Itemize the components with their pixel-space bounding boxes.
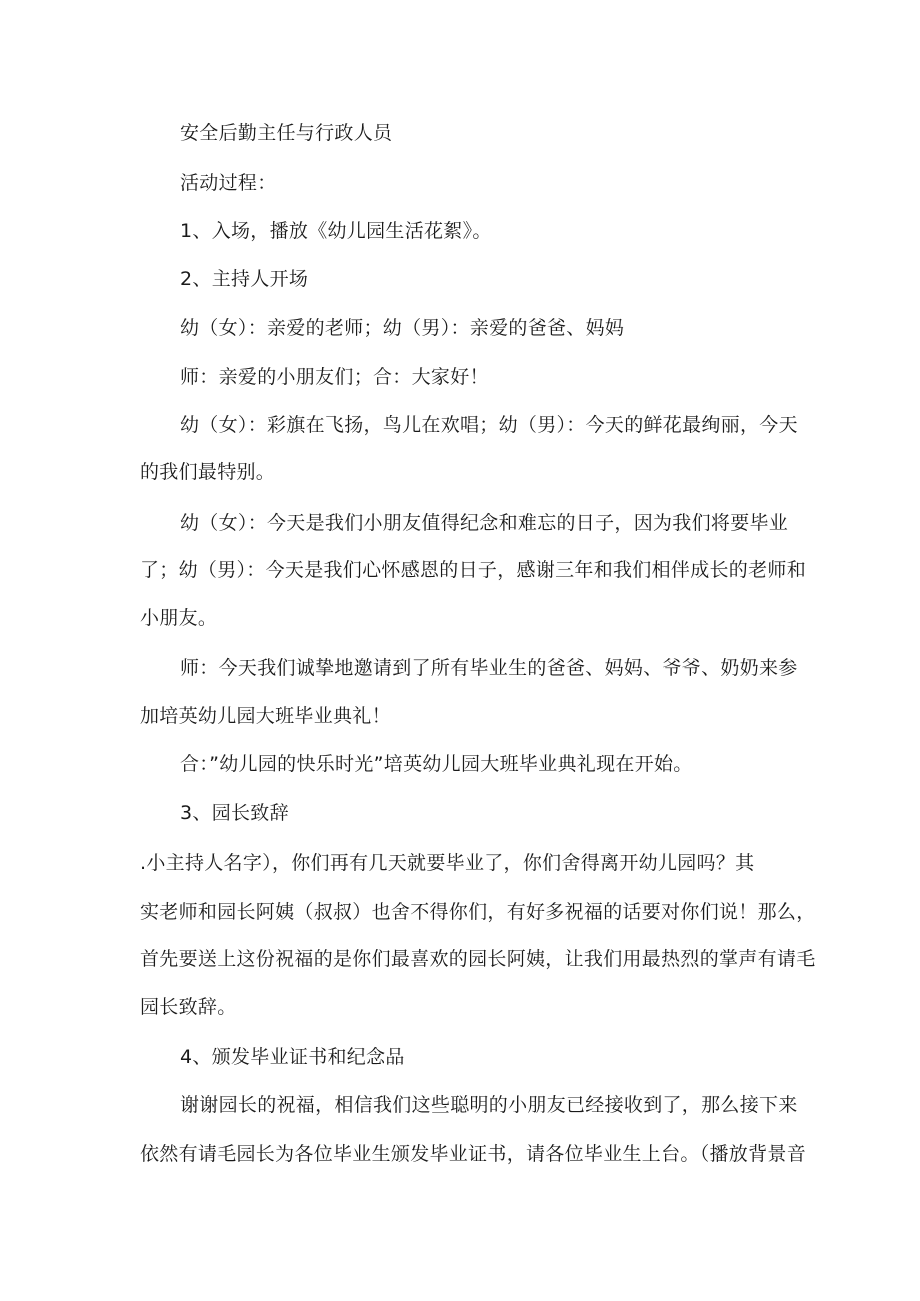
paragraph-speech-line-3: 首先要送上这份祝福的是你们最喜欢的园长阿姨，让我们用最热烈的掌声有请毛 [140,948,816,970]
paragraph-step-2: 2、主持人开场 [180,268,309,290]
paragraph-step-1: 1、入场，播放《幼儿园生活花絮》。 [180,220,492,242]
paragraph-dialogue-4-line-2: 了；幼（男）：今天是我们心怀感恩的日子，感谢三年和我们相伴成长的老师和 [140,559,807,581]
paragraph-certificate-line-2: 依然有请毛园长为各位毕业生颁发毕业证书，请各位毕业生上台。（播放背景音 [140,1143,807,1165]
paragraph-process-heading: 活动过程： [180,172,277,194]
paragraph-dialogue-4-line-1: 幼（女）：今天是我们小朋友值得纪念和难忘的日子，因为我们将要毕业 [180,512,789,534]
paragraph-speech-line-4: 园长致辞。 [140,996,237,1018]
paragraph-dialogue-2: 师：亲爱的小朋友们；合：大家好！ [180,366,489,388]
paragraph-dialogue-4-line-3: 小朋友。 [140,607,218,629]
paragraph-step-3: 3、园长致辞 [180,802,289,824]
paragraph-dialogue-3-line-2: 的我们最特别。 [140,461,276,483]
paragraph-speech-line-2: 实老师和园长阿姨（叔叔）也舍不得你们，有好多祝福的话要对你们说！那么， [140,901,816,923]
paragraph-certificate-line-1: 谢谢园长的祝福，相信我们这些聪明的小朋友已经接收到了，那么接下来 [180,1094,798,1116]
paragraph-step-4: 4、颁发毕业证书和纪念品 [180,1046,405,1068]
paragraph-dialogue-5-line-2: 加培英幼儿园大班毕业典礼！ [140,705,391,727]
paragraph-staff: 安全后勤主任与行政人员 [180,122,393,144]
paragraph-speech-line-1: .小主持人名字），你们再有几天就要毕业了，你们舍得离开幼儿园吗？其 [140,852,755,874]
paragraph-dialogue-5-line-1: 师：今天我们诚挚地邀请到了所有毕业生的爸爸、妈妈、爷爷、奶奶来参 [180,657,798,679]
paragraph-dialogue-1: 幼（女）：亲爱的老师；幼（男）：亲爱的爸爸、妈妈 [180,317,625,339]
paragraph-dialogue-6: 合：”幼儿园的快乐时光”培英幼儿园大班毕业典礼现在开始。 [180,753,693,775]
paragraph-dialogue-3-line-1: 幼（女）：彩旗在飞扬，鸟儿在欢唱；幼（男）：今天的鲜花最绚丽，今天 [180,414,798,436]
